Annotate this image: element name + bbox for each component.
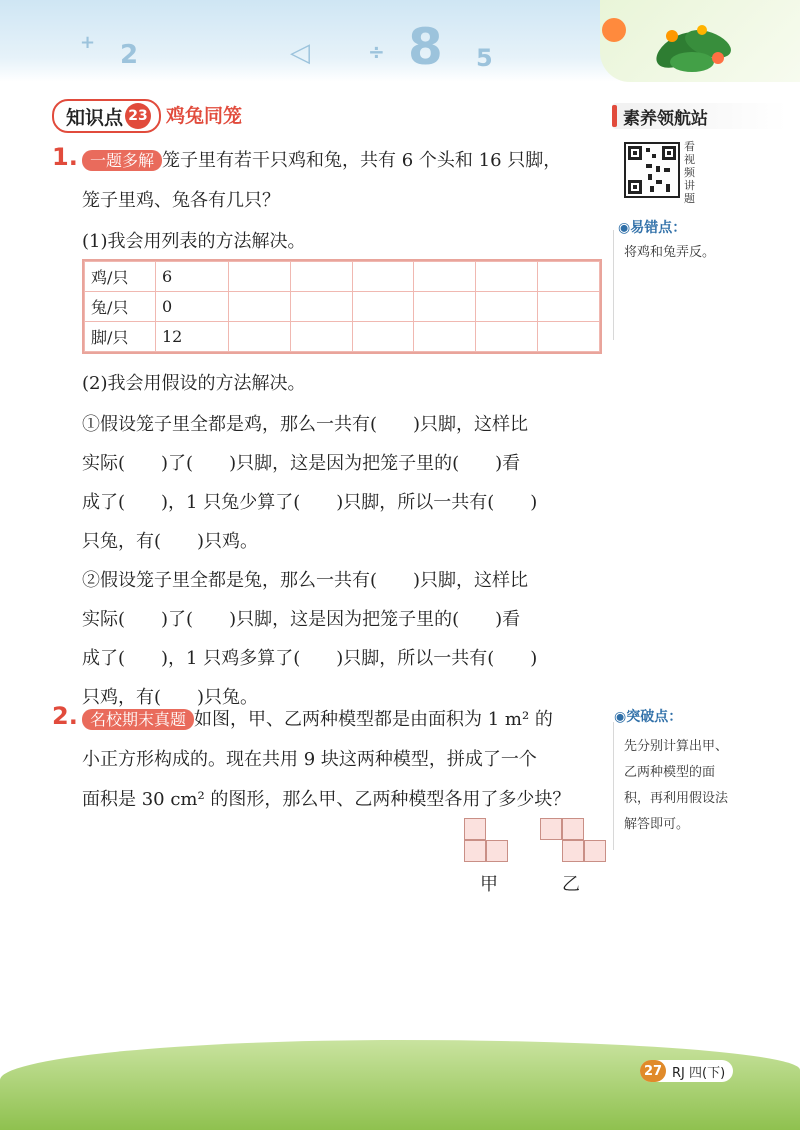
edition-label: RJ 四(下) <box>672 1065 726 1081</box>
table-cell-empty[interactable] <box>476 292 538 322</box>
breakthrough-heading: ◉突破点： <box>614 709 683 725</box>
title-bar-decoration <box>612 105 617 127</box>
table-cell-empty[interactable] <box>538 292 600 322</box>
unit-square <box>486 840 508 862</box>
shape-a-model <box>464 818 514 864</box>
header-deco: ÷ <box>368 40 385 64</box>
question-number: 1. <box>52 143 78 171</box>
unit-square <box>562 818 584 840</box>
question-1-stem-line2: 笼子里鸡、兔各有几只？ <box>82 190 280 211</box>
header-leaf-decoration <box>600 0 800 82</box>
table-cell-empty[interactable] <box>352 322 414 352</box>
mistake-text: 将鸡和兔弄反。 <box>624 245 716 260</box>
question-number: 2. <box>52 702 78 730</box>
table-cell-empty[interactable] <box>538 262 600 292</box>
header-deco: 2 <box>120 40 139 70</box>
table-cell-empty[interactable] <box>414 292 476 322</box>
unit-square <box>540 818 562 840</box>
table-cell-empty[interactable] <box>229 322 291 352</box>
method-1-line: 实际( )了( )只脚，这是因为把笼子里的( )看 <box>82 453 521 474</box>
shape-a-label: 甲 <box>480 874 498 895</box>
table-cell-empty[interactable] <box>476 262 538 292</box>
breakthrough-line: 乙两种模型的面 <box>624 765 716 780</box>
header-deco: 8 <box>408 18 443 76</box>
question-badge: 一题多解 <box>82 150 162 171</box>
row-label: 鸡/只 <box>85 262 156 292</box>
question-2-line: 小正方形构成的。现在共用 9 块这两种模型，拼成了一个 <box>82 749 537 770</box>
topic-number: 23 <box>125 103 151 129</box>
table-cell-empty[interactable] <box>352 262 414 292</box>
row-label: 兔/只 <box>85 292 156 322</box>
method-1-line: 成了( )，1 只兔少算了( )只脚，所以一共有( ) <box>82 492 538 513</box>
method-2-line: ②假设笼子里全都是兔，那么一共有( )只脚，这样比 <box>82 570 529 591</box>
shape-b-label: 乙 <box>562 874 580 895</box>
table-cell: 6 <box>156 262 229 292</box>
table-cell: 12 <box>156 322 229 352</box>
plant-illustration <box>600 0 800 82</box>
header-deco: 5 <box>476 44 493 72</box>
qr-code[interactable] <box>624 142 680 198</box>
method-2-line: 成了( )，1 只鸡多算了( )只脚，所以一共有( ) <box>82 648 538 669</box>
table-cell-empty[interactable] <box>290 292 352 322</box>
listing-table <box>82 259 602 354</box>
mistake-heading-text: 易错点： <box>630 220 687 236</box>
question-badge: 名校期末真题 <box>82 709 194 730</box>
table-row <box>85 322 600 352</box>
table-cell-empty[interactable] <box>414 262 476 292</box>
method-1-line: ①假设笼子里全都是鸡，那么一共有( )只脚，这样比 <box>82 414 529 435</box>
sidebar-divider <box>613 722 614 850</box>
question-2-line: 面积是 30 cm² 的图形，那么甲、乙两种模型各用了多少块？ <box>82 789 571 810</box>
header-deco: + <box>80 32 96 53</box>
table-cell: 0 <box>156 292 229 322</box>
breakthrough-line: 先分别计算出甲、 <box>624 739 729 754</box>
part-1-heading: (1)我会用列表的方法解决。 <box>82 231 306 252</box>
unit-square <box>562 840 584 862</box>
table-cell-empty[interactable] <box>229 262 291 292</box>
mistake-heading: ◉易错点： <box>618 220 687 236</box>
table-cell-empty[interactable] <box>229 292 291 322</box>
breakthrough-text <box>624 734 728 838</box>
breakthrough-line: 积，再利用假设法 <box>624 791 729 806</box>
row-label: 脚/只 <box>85 322 156 352</box>
question-1-stem-text: 笼子里有若干只鸡和兔，共有 6 个头和 16 只脚， <box>162 150 562 171</box>
table-row <box>85 292 600 322</box>
method-2-line: 只鸡，有( )只兔。 <box>82 687 259 708</box>
method-2-line: 实际( )了( )只脚，这是因为把笼子里的( )看 <box>82 609 521 630</box>
part-2-heading: (2)我会用假设的方法解决。 <box>82 373 306 394</box>
sidebar-divider <box>613 230 614 340</box>
sidebar-title-text: 素养领航站 <box>623 108 708 129</box>
table-cell-empty[interactable] <box>414 322 476 352</box>
unit-square <box>464 818 486 840</box>
table-cell-empty[interactable] <box>352 292 414 322</box>
method-1-line: 只兔，有( )只鸡。 <box>82 531 259 552</box>
qr-caption: 看视频讲题 <box>684 140 695 205</box>
question-1-stem <box>82 146 561 172</box>
footer-grass-decoration <box>0 1040 800 1130</box>
breakthrough-line: 解答即可。 <box>624 817 690 832</box>
table-cell-empty[interactable] <box>538 322 600 352</box>
shape-b-model <box>540 818 610 864</box>
question-2-stem-text: 如图，甲、乙两种模型都是由面积为 1 m² 的 <box>194 709 553 730</box>
breakthrough-heading-text: 突破点： <box>626 709 683 725</box>
sidebar-title <box>612 103 787 129</box>
topic-badge <box>52 99 161 133</box>
table-cell-empty[interactable] <box>290 322 352 352</box>
page-indicator <box>640 1060 733 1082</box>
table-row <box>85 262 600 292</box>
table-cell-empty[interactable] <box>476 322 538 352</box>
question-2-stem <box>82 705 553 731</box>
header-deco: ◁ <box>290 38 310 68</box>
unit-square <box>464 840 486 862</box>
unit-square <box>584 840 606 862</box>
page-number: 27 <box>640 1060 666 1082</box>
table-cell-empty[interactable] <box>290 262 352 292</box>
qr-code-icon <box>626 144 678 196</box>
topic-title: 鸡兔同笼 <box>166 105 243 127</box>
topic-label: 知识点 <box>66 106 124 129</box>
